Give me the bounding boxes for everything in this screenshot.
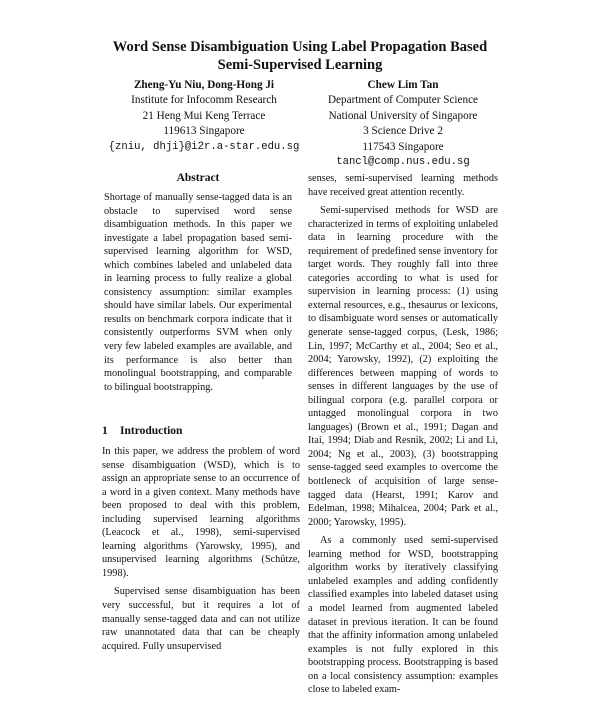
right-column-body xyxy=(308,172,498,702)
author-email: tancl@comp.nus.edu.sg xyxy=(336,156,470,169)
affiliation-line: 3 Science Drive 2 xyxy=(363,125,443,138)
affiliation-line: Institute for Infocomm Research xyxy=(131,94,277,107)
affiliation-line: 117543 Singapore xyxy=(362,140,444,153)
paper-title-line-1: Word Sense Disambiguation Using Label Propagation Based xyxy=(112,39,488,55)
author-block-left xyxy=(90,78,318,155)
affiliation-line: National University of Singapore xyxy=(328,109,478,122)
paragraph: Semi-supervised methods for WSD are characterized in terms of exploiting unlabeled data in learning procedure with the requirement of predefined sense inventory for target words. They roughly fall into three categories according to what is used for supervision in learning process: (1) using external resources, e.g., thesaurus or lexicons, to disambiguate word senses or automatically generate sense-tagged corpus, (Lesk, 1986; Lin, 1997; McCarthy et al., 2004; Seo et al., 2004; Yarowsky, 1992), (2) exploiting the differences between mapping of words to senses in different languages by the use of bilingual corpora (e.g. parallel corpora or untagged monolingual corpora in two languages) (Brown et al., 1991; Dagan and Itai, 1994; Diab and Resnik, 2002; Li and Li, 2004; Ng et al., 2003), (3) bootstrapping sense-tagged seed examples to overcome the bottleneck of acquisition of large sense-tagged data (Hearst, 1991; Karov and Edelman, 1998; Mihalcea, 2004; Park et al., 2000; Yarowsky, 1995). xyxy=(308,205,498,528)
abstract-heading: Abstract xyxy=(176,172,220,184)
paragraph: Supervised sense disambiguation has been very successful, but it requires a lot of manually sense-tagged data and can not utilize raw unannotated data that can be cheaply acquired. Fully unsupervised xyxy=(102,586,300,652)
paragraph: As a commonly used semi-supervised learning method for WSD, bootstrapping algorithm works by iteratively classifying unlabeled examples and adding confidently classified examples into labeled dataset using a model learned from augmented labeled dataset in previous iteration. It can be found that the affinity information among unlabeled examples is not fully explored in this bootstrapping process. Bootstrapping is based on a local consistency assumption: examples close to labeled exam- xyxy=(308,535,498,696)
section-heading xyxy=(102,425,302,437)
paragraph: In this paper, we address the problem of word sense disambiguation (WSD), which is to assign an appropriate sense to an occurrence of a word in a given context. Many methods have been proposed to deal with this problem, including supervised learning algorithms (Leacock et al., 1998), semi-supervised learning algorithms (Yarowsky, 1995), and unsupervised learning algorithms (Schütze, 1998). xyxy=(102,446,300,579)
section-title: Introduction xyxy=(120,425,183,437)
affiliation-line: Department of Computer Science xyxy=(327,94,479,107)
author-names: Chew Lim Tan xyxy=(367,79,439,91)
affiliation-line: 119613 Singapore xyxy=(163,125,245,138)
section-number: 1 xyxy=(102,425,108,437)
author-email: {zniu, dhji}@i2r.a-star.edu.sg xyxy=(108,140,300,153)
abstract-body: Shortage of manually sense-tagged data is an obstacle to supervised word sense disambiguation methods. In this paper we investigate a label propagation based semi-supervised learning algorithm for WSD, which combines labeled and unlabeled data in learning process to fully realize a global consistency assumption: similar examples should have similar labels. Our experimental results on benchmark corpora indicate that it consistently outperforms SVM when only very few labeled examples are available, and its performance is also better than monolingual bootstrapping, and comparable to bilingual bootstrapping. xyxy=(104,192,292,393)
author-block-right xyxy=(300,78,506,170)
affiliation-line: 21 Heng Mui Keng Terrace xyxy=(142,109,266,122)
paper-title-line-2: Semi-Supervised Learning xyxy=(217,57,383,73)
paragraph: senses, semi-supervised learning methods have received great attention recently. xyxy=(308,173,498,198)
author-names: Zheng-Yu Niu, Dong-Hong Ji xyxy=(133,79,275,91)
introduction-body xyxy=(102,445,300,658)
